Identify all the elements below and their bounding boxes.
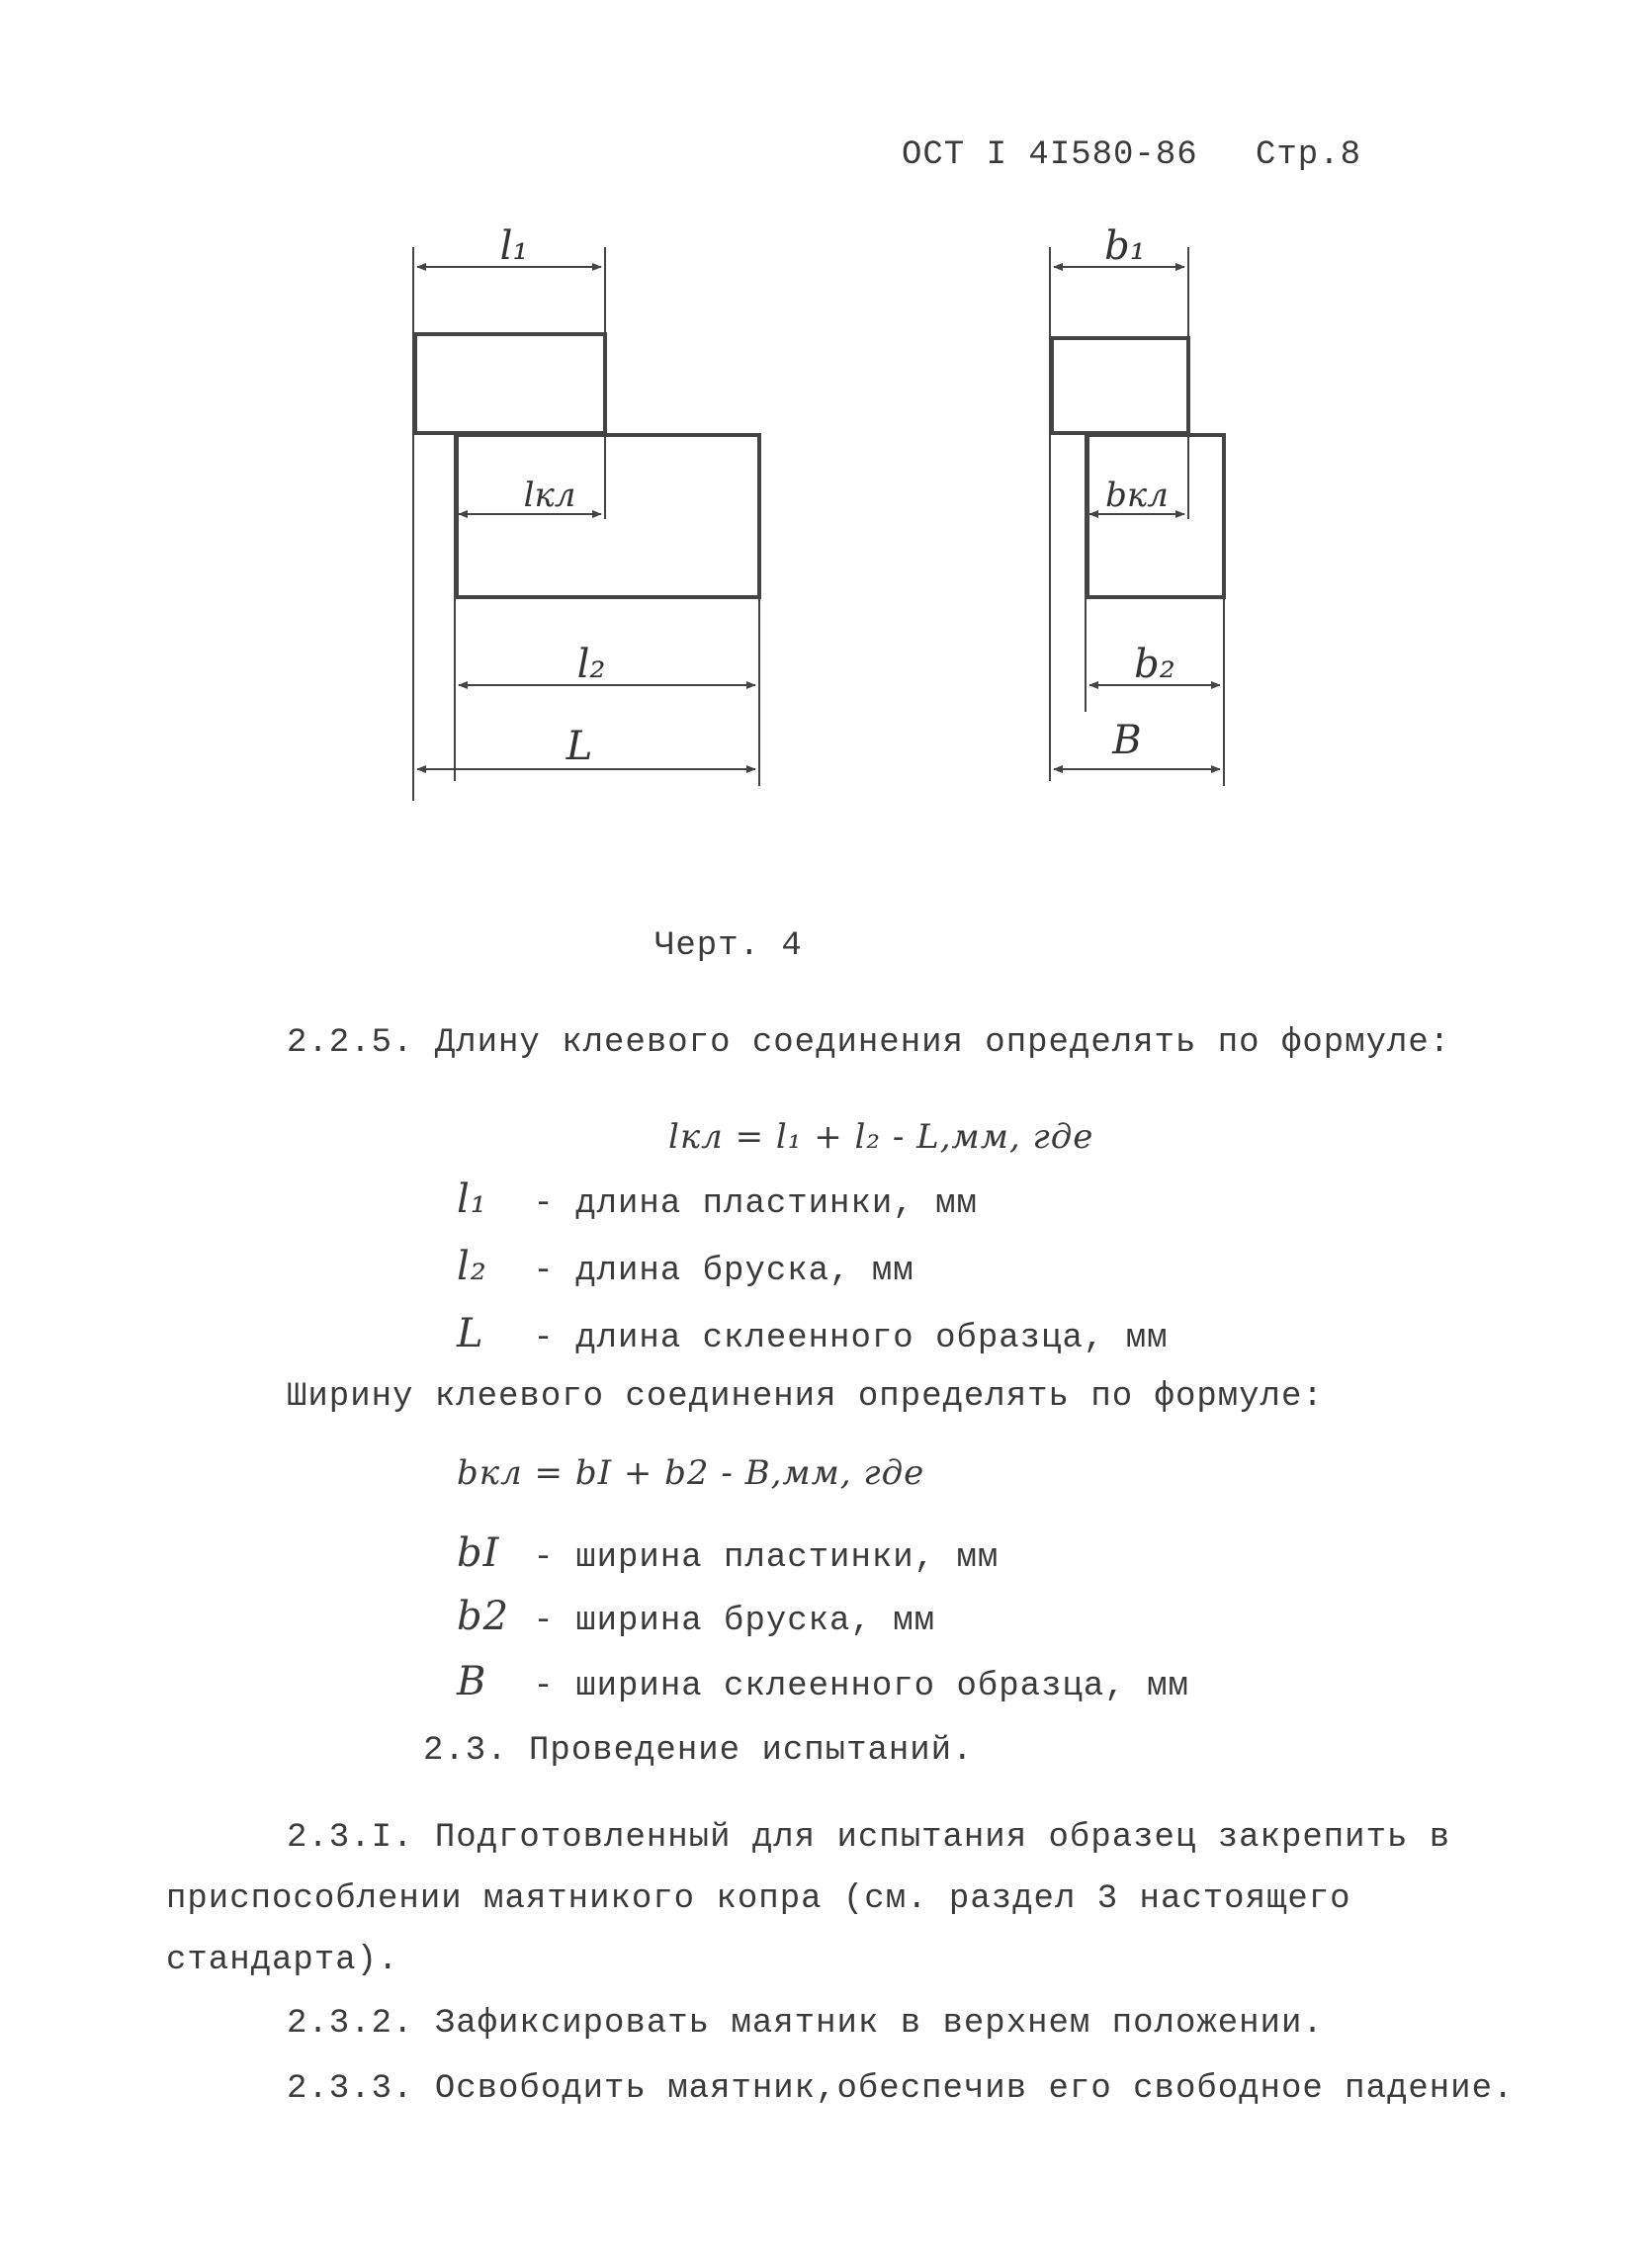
label-b1: b₁ [1104, 223, 1146, 269]
def-symbol: l₁ [457, 1177, 487, 1222]
label-lkl: lкл [523, 476, 576, 515]
figure-caption: Черт. 4 [654, 927, 803, 965]
label-l2: l₂ [576, 642, 606, 687]
label-l1: l₁ [499, 223, 529, 269]
paragraph-231-line3: стандарта). [166, 1942, 399, 1979]
def-text: - длина бруска, мм [533, 1253, 914, 1290]
def-text: - ширина бруска, мм [533, 1603, 936, 1640]
paragraph-232: 2.3.2. Зафиксировать маятник в верхнем положении. [287, 2005, 1324, 2043]
def-row-L [457, 1311, 1169, 1357]
left-drawing [413, 223, 759, 801]
width-formula: bкл = bI + b2 - B,мм, где [457, 1453, 925, 1493]
label-B: B [1112, 718, 1142, 763]
figure-drawings [0, 0, 1652, 890]
def-symbol: l₂ [457, 1244, 487, 1289]
length-formula: lкл = l₁ + l₂ - L,мм, где [668, 1117, 1094, 1157]
label-bkl: bкл [1105, 476, 1169, 515]
page-number: Стр.8 [1256, 136, 1362, 174]
def-symbol: bI [457, 1530, 500, 1576]
label-b2: b₂ [1134, 642, 1175, 687]
def-symbol: b2 [457, 1594, 510, 1639]
width-def-row-b2 [457, 1594, 935, 1640]
paragraph-233: 2.3.3. Освободить маятник,обеспечив его свободное падение. [287, 2070, 1515, 2108]
paragraph-231-line1: 2.3.I. Подготовленный для испытания образец закрепить в [287, 1819, 1451, 1857]
def-symbol: L [457, 1311, 484, 1356]
plate-rect [415, 334, 605, 433]
width-def-row-b1 [457, 1530, 999, 1577]
def-text: - длина склеенного образца, мм [533, 1320, 1169, 1357]
standard-number: ОСТ I 4I580-86 [902, 136, 1198, 174]
paragraph-231-line2: приспособлении маятникого копра (см. раздел 3 настоящего [166, 1880, 1351, 1918]
def-row-l1 [457, 1177, 978, 1223]
bar-rect [457, 435, 759, 597]
bar-rect-right [1087, 435, 1224, 597]
plate-rect-right [1052, 338, 1188, 433]
right-drawing [1050, 223, 1224, 786]
def-text: - ширина пластинки, мм [533, 1539, 1000, 1577]
width-def-row-B [457, 1659, 1189, 1705]
def-text: - ширина склеенного образца, мм [533, 1668, 1189, 1705]
def-symbol: B [457, 1659, 487, 1704]
section-23-heading: 2.3. Проведение испытаний. [423, 1732, 974, 1770]
def-row-l2 [457, 1244, 914, 1290]
label-L: L [565, 724, 593, 769]
def-text: - длина пластинки, мм [533, 1185, 978, 1223]
width-intro: Ширину клеевого соединения определять по формуле: [287, 1378, 1324, 1416]
section-225-heading: 2.2.5. Длину клеевого соединения определять по формуле: [287, 1024, 1451, 1062]
